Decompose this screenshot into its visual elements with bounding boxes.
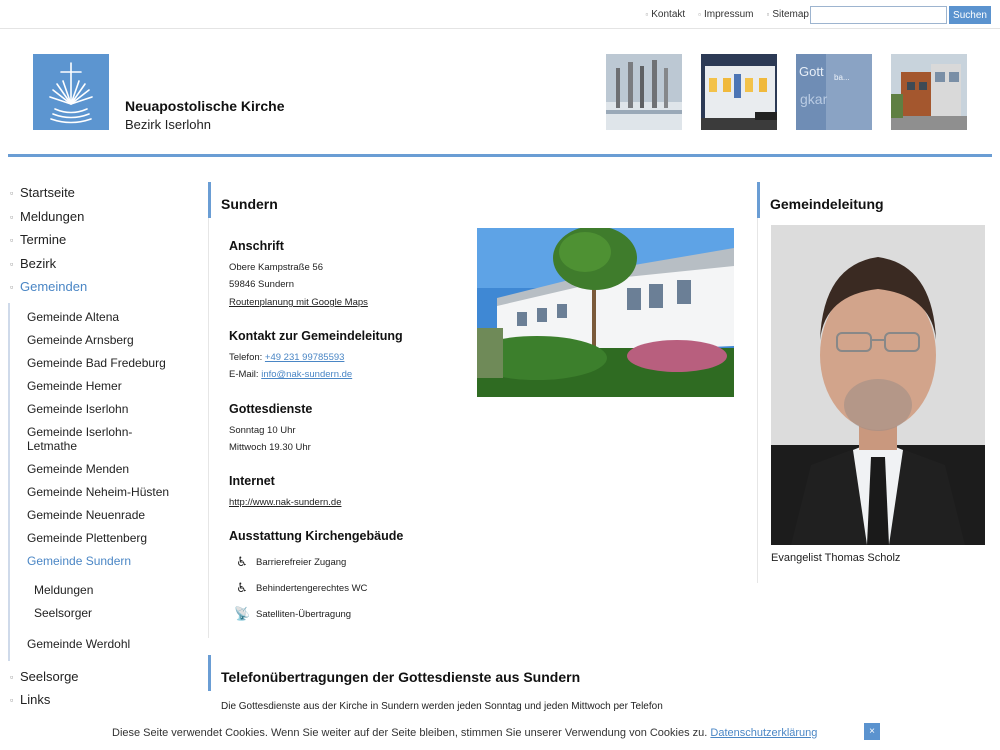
cookie-close-button[interactable]: × bbox=[864, 723, 880, 740]
address-city: 59846 Sundern bbox=[229, 279, 294, 290]
nav-gemeinde-menden[interactable]: Gemeinde Menden bbox=[27, 461, 130, 476]
cookie-message: Diese Seite verwendet Cookies. Wenn Sie weiter auf der Seite bleiben, stimmen Sie unserer Verwendung von Cookies zu. bbox=[112, 727, 711, 739]
header-photo-2 bbox=[701, 54, 777, 130]
nav-gemeinde-iserlohn[interactable]: Gemeinde Iserlohn bbox=[27, 401, 129, 416]
nav-gemeinde-neuenrade[interactable]: Gemeinde Neuenrade bbox=[27, 507, 146, 522]
nav-gemeinden[interactable]: ▫ Gemeinden bbox=[8, 277, 208, 301]
church-logo[interactable] bbox=[33, 54, 109, 130]
feature-label: Barrierefreier Zugang bbox=[256, 556, 347, 568]
nav-gemeinde-plettenberg[interactable]: Gemeinde Plettenberg bbox=[27, 530, 148, 545]
accessible-wc-icon: ♿ bbox=[236, 580, 248, 595]
svg-text:ba...: ba... bbox=[834, 73, 850, 82]
website-link[interactable]: http://www.nak-sundern.de bbox=[229, 497, 342, 508]
internet-heading: Internet bbox=[229, 474, 275, 488]
feature-wc bbox=[234, 580, 367, 596]
nav-sundern-meldungen[interactable]: Meldungen bbox=[34, 582, 94, 597]
left-navigation bbox=[8, 183, 208, 714]
nav-gemeinde-neheim-huesten[interactable]: Gemeinde Neheim-Hüsten bbox=[27, 484, 170, 499]
right-column-rule bbox=[757, 218, 758, 583]
gottesdienste-heading: Gottesdienste bbox=[229, 402, 313, 416]
utility-links bbox=[645, 9, 809, 20]
phone-line bbox=[229, 352, 344, 363]
header-photo-1 bbox=[606, 54, 682, 130]
kontakt-heading: Kontakt zur Gemeindeleitung bbox=[229, 329, 403, 343]
portrait-caption: Evangelist Thomas Scholz bbox=[771, 552, 901, 564]
nav-bezirk[interactable]: ▫ Bezirk bbox=[8, 254, 208, 278]
nav-meldungen[interactable]: ▫ Meldungen bbox=[8, 207, 208, 231]
search-button[interactable]: Suchen bbox=[949, 6, 991, 24]
header-photo-4 bbox=[891, 54, 967, 130]
privacy-link[interactable]: Datenschutzerklärung bbox=[710, 727, 818, 739]
site-title[interactable]: Neuapostolische Kirche bbox=[125, 98, 285, 114]
portrait-photo bbox=[771, 225, 985, 545]
nav-gemeinde-bad-fredeburg[interactable]: Gemeinde Bad Fredeburg bbox=[27, 355, 166, 370]
feature-label: Satelliten-Übertragung bbox=[256, 608, 352, 620]
main-column-rule bbox=[208, 218, 209, 638]
ausstattung-heading: Ausstattung Kirchengebäude bbox=[229, 529, 404, 543]
nav-gemeinde-altena[interactable]: Gemeinde Altena bbox=[27, 309, 120, 324]
email-label: E-Mail: bbox=[229, 369, 262, 380]
nav-links[interactable]: ▫ Links bbox=[8, 690, 208, 714]
header-divider bbox=[8, 154, 992, 157]
nav-gemeinde-arnsberg[interactable]: Gemeinde Arnsberg bbox=[27, 332, 134, 347]
cross-sun-logo-icon bbox=[33, 54, 109, 130]
nav-startseite[interactable]: ▫ Startseite bbox=[8, 183, 208, 207]
nav-gemeinde-werdohl[interactable]: Gemeinde Werdohl bbox=[27, 636, 131, 651]
phone-label: Telefon: bbox=[229, 352, 265, 363]
search-input[interactable] bbox=[810, 6, 947, 24]
telefon-text: Die Gottesdienste aus der Kirche in Sundern werden jeden Sonntag und jeden Mittwoch per Telefon bbox=[221, 701, 663, 712]
sitemap-link[interactable]: ▫ Sitemap bbox=[766, 9, 809, 20]
nav-gemeinde-hemer[interactable]: Gemeinde Hemer bbox=[27, 378, 122, 393]
top-bar bbox=[0, 0, 1000, 29]
site-subtitle: Bezirk Iserlohn bbox=[125, 117, 211, 132]
feature-barrierefrei bbox=[234, 554, 346, 570]
svg-text:gkar: gkar bbox=[800, 91, 828, 107]
nav-gemeinde-iserlohn-letmathe[interactable]: Gemeinde Iserlohn-Letmathe bbox=[27, 424, 133, 453]
telefon-heading: Telefonübertragungen der Gottesdienste aus Sundern bbox=[208, 655, 580, 691]
nav-gemeinde-sundern[interactable]: Gemeinde Sundern bbox=[27, 553, 132, 568]
kontakt-link[interactable]: ▫ Kontakt bbox=[645, 9, 685, 20]
page-title: Sundern bbox=[208, 182, 278, 218]
feature-satellit bbox=[234, 606, 351, 622]
satellite-icon: 📡 bbox=[234, 606, 251, 621]
address-street: Obere Kampstraße 56 bbox=[229, 262, 323, 273]
cookie-text bbox=[112, 727, 817, 739]
nav-seelsorge[interactable]: ▫ Seelsorge bbox=[8, 667, 208, 691]
wheelchair-icon: ♿ bbox=[236, 554, 248, 569]
email-line bbox=[229, 369, 352, 380]
cookie-banner bbox=[0, 718, 1000, 750]
nav-sundern-seelsorger[interactable]: Seelsorger bbox=[34, 605, 93, 620]
nav-termine[interactable]: ▫ Termine bbox=[8, 230, 208, 254]
service-wednesday: Mittwoch 19.30 Uhr bbox=[229, 442, 311, 453]
phone-link[interactable]: +49 231 99785593 bbox=[264, 352, 345, 363]
anschrift-heading: Anschrift bbox=[229, 239, 284, 253]
impressum-link[interactable]: ▫ Impressum bbox=[698, 9, 753, 20]
service-sunday: Sonntag 10 Uhr bbox=[229, 425, 296, 436]
feature-label: Behindertengerechtes WC bbox=[256, 582, 368, 594]
gemeindeleitung-heading: Gemeindeleitung bbox=[757, 182, 884, 218]
church-photo bbox=[477, 228, 734, 397]
email-link[interactable]: info@nak-sundern.de bbox=[261, 369, 353, 380]
svg-text:Gott: Gott bbox=[799, 64, 824, 79]
route-planning-link[interactable]: Routenplanung mit Google Maps bbox=[229, 297, 368, 308]
header-photo-3 bbox=[796, 54, 872, 130]
gemeinden-submenu bbox=[8, 303, 208, 661]
